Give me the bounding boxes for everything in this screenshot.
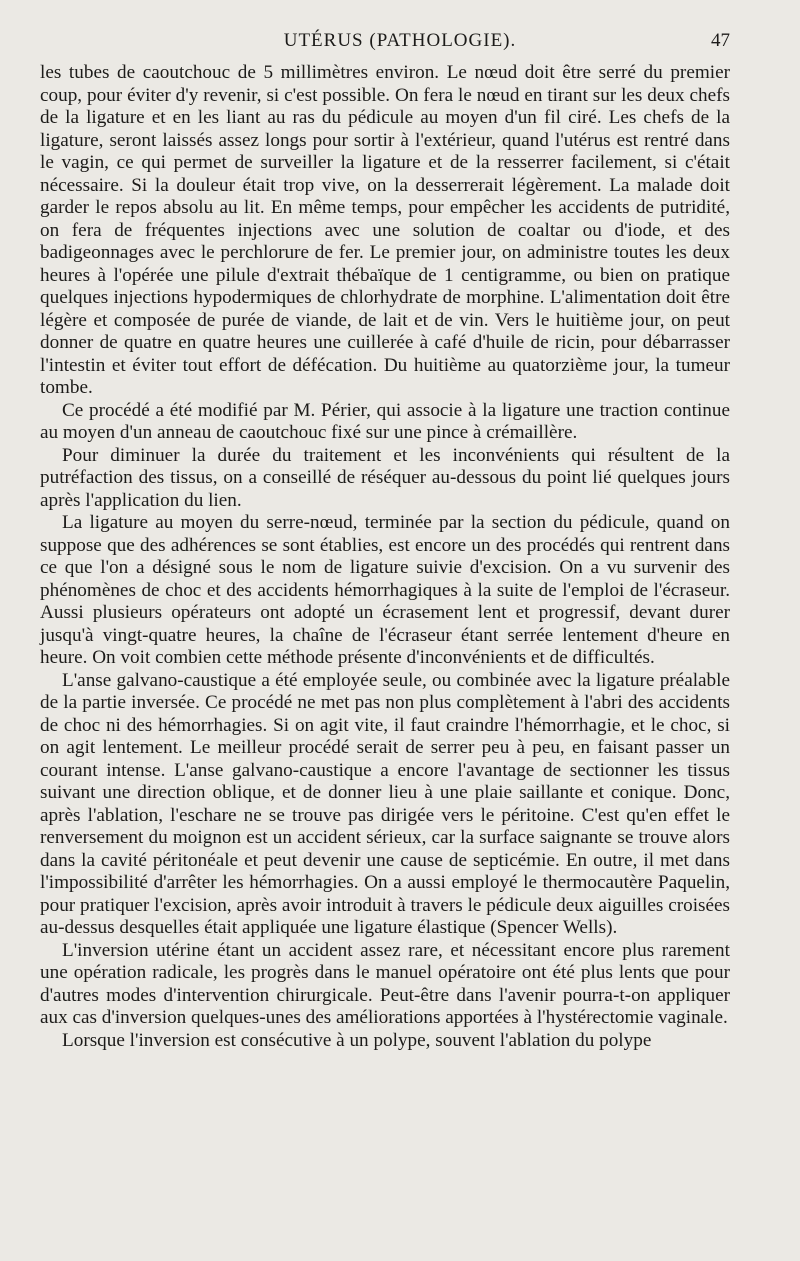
paragraph: Ce procédé a été modifié par M. Périer, qui associe à la ligature une traction continue au moyen d'un anneau de caoutchouc fixé sur une pince à crémaillère. — [40, 399, 730, 443]
paragraph: Pour diminuer la durée du traitement et les inconvénients qui résultent de la putréfaction des tissus, on a conseillé de réséquer au-dessous du point lié quelques jours après l'application du lien. — [40, 444, 730, 511]
paragraph: L'inversion utérine étant un accident assez rare, et nécessitant encore plus rarement une opération radicale, les progrès dans le manuel opératoire ont été plus lents que pour d'autres modes d'intervention chirurgicale. Peut-être dans l'avenir pourra-t-on appliquer aux cas d'inversion quelques-unes des améliorations apportées à l'hystérectomie vaginale. — [40, 939, 730, 1028]
paragraph: Lorsque l'inversion est consécutive à un polype, souvent l'ablation du polype — [62, 1029, 652, 1051]
page-header — [0, 30, 800, 58]
paragraph: La ligature au moyen du serre-nœud, terminée par la section du pédicule, quand on suppose que des adhérences se sont établies, est encore un des procédés qui rentrent dans ce que l'on a désigné sous le nom de ligature suivie d'excision. On a vu survenir des phénomènes de choc et des accidents hémorrhagiques à la suite de l'emploi de l'écraseur. Aussi plusieurs opérateurs ont adopté un écrasement lent et progressif, devant durer jusqu'à vingt-quatre heures, la chaîne de l'écraseur étant serrée lentement d'heure en heure. On voit combien cette méthode présente d'inconvénients et de difficultés. — [40, 512, 730, 668]
body-text — [40, 62, 730, 1052]
paragraph: L'anse galvano-caustique a été employée seule, ou combinée avec la ligature préalable de la partie inversée. Ce procédé ne met pas non plus complètement à l'abri des accidents de choc ni des hémorrhagies. Si on agit vite, il faut craindre l'hémorrhagie, et le choc, si on agit lentement. Le meilleur procédé serait de serrer peu à peu, en faisant passer un courant intense. L'anse galvano-caustique a encore l'avantage de sectionner les tissus suivant une direction oblique, et de donner lieu à une plaie saillante et conique. Donc, après l'ablation, l'eschare ne se trouve pas dirigée vers le péritoine. C'est qu'en effet le renversement du moignon est un accident sérieux, car la surface saignante se trouve alors dans la cavité péritonéale et peut devenir une cause de septicémie. En outre, il met dans l'impossibilité d'arrêter les hémorrhagies. On a aussi employé le thermocautère Paquelin, pour pratiquer l'excision, après avoir introduit à travers le pédicule deux aiguilles croisées au-dessus desquelles était appliquée une ligature élastique (Spencer Wells). — [40, 669, 730, 938]
paragraph: les tubes de caoutchouc de 5 millimètres environ. Le nœud doit être serré du premier coup, pour éviter d'y revenir, si c'est possible. On fera le nœud en tirant sur les deux chefs de la ligature et en les liant au ras du pédicule au moyen d'un fil ciré. Les chefs de la ligature, seront laissés assez longs pour sortir à l'extérieur, quand l'utérus est rentré dans le vagin, ce qui permet de surveiller la ligature et de la resserrer facilement, si c'était nécessaire. Si la douleur était trop vive, on la desserrerait légèrement. La malade doit garder le repos absolu au lit. En même temps, pour empêcher les accidents de putridité, on fera de fréquentes injections avec une solution de coaltar ou d'iode, et des badigeonnages avec le perchlorure de fer. Le premier jour, on administre toutes les deux heures à l'opérée une pilule d'extrait thébaïque de 1 centigramme, ou bien on pratique quelques injections hypodermiques de chlorhydrate de morphine. L'alimentation doit être légère et composée de purée de viande, de lait et de vin. Vers le huitième jour, on peut donner de quatre en quatre heures une cuillerée à café d'huile de ricin, pour débarrasser l'intestin et éviter tout effort de défécation. Du huitième au quatorzième jour, la tumeur tombe. — [40, 62, 730, 398]
running-title: UTÉRUS (PATHOLOGIE). — [283, 30, 517, 51]
page-number: 47 — [711, 30, 730, 51]
